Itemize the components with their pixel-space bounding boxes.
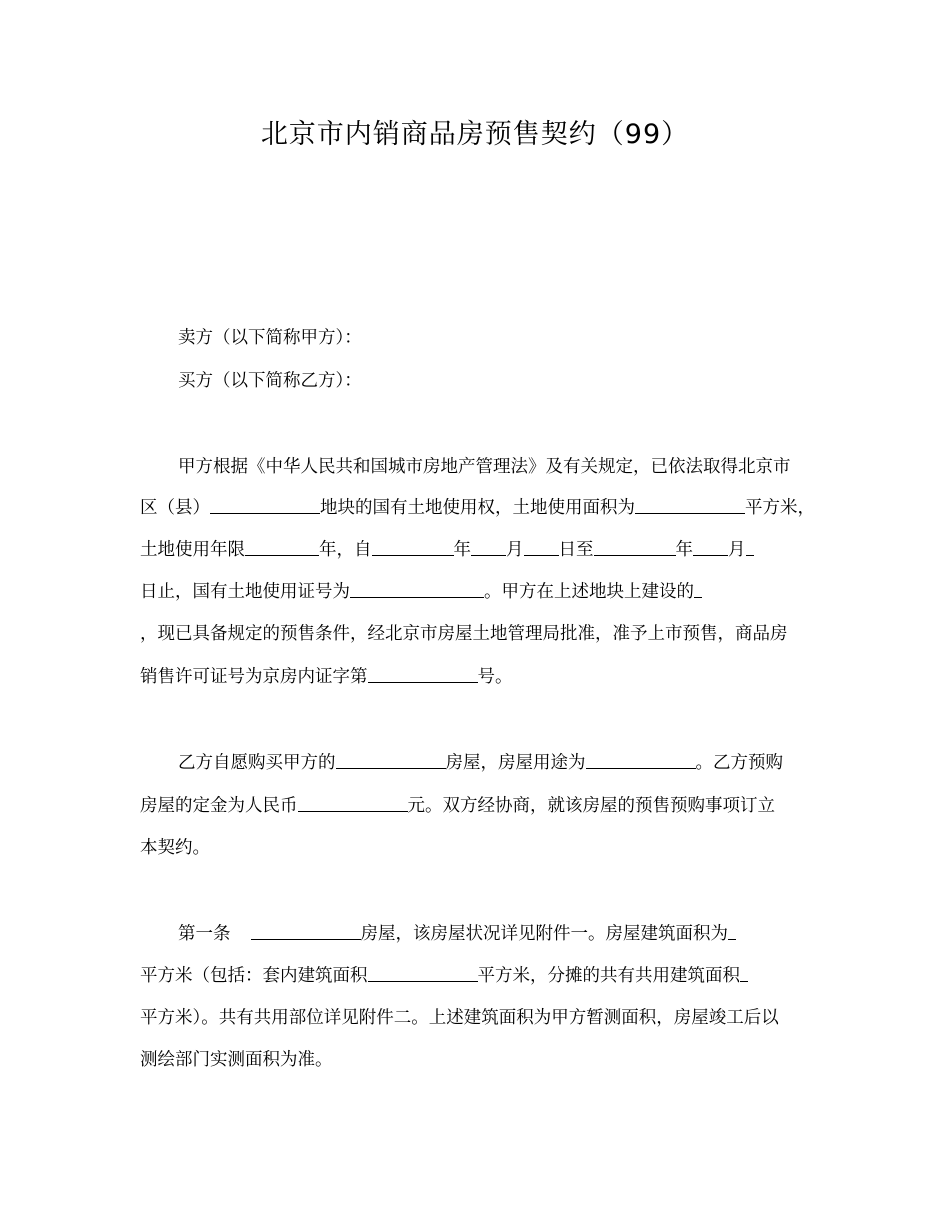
para1-line3 bbox=[140, 538, 754, 562]
article1-line3: 平方米）。共有共用部位详见附件二。上述建筑面积为甲方暂测面积，房屋竣工后以 bbox=[140, 1008, 779, 1028]
text: 销售许可证号为京房内证字第 bbox=[140, 667, 368, 687]
text: 地块的国有土地使用权，土地使用面积为 bbox=[320, 498, 635, 518]
text: 月 bbox=[506, 540, 524, 560]
text: 年 bbox=[675, 540, 693, 560]
blank-shared-area bbox=[740, 964, 748, 982]
text: 平方米，分摊的共有共用建筑面积 bbox=[477, 966, 740, 986]
para1-line5: ，现已具备规定的预售条件，经北京市房屋土地管理局批准，准予上市预售，商品房 bbox=[140, 624, 788, 644]
blank-house-location bbox=[251, 922, 361, 940]
blank-deposit bbox=[298, 794, 408, 812]
blank-land-cert-no bbox=[350, 580, 484, 598]
text: 日止，国有土地使用证号为 bbox=[140, 582, 350, 602]
blank-floor-area bbox=[728, 922, 736, 940]
document-title: 北京市内销商品房预售契约（99） bbox=[260, 119, 690, 150]
para2-line1 bbox=[178, 751, 783, 775]
blank-term-years bbox=[245, 538, 319, 556]
article1-line2 bbox=[140, 964, 748, 988]
blank-end-day bbox=[746, 538, 754, 556]
blank-land-area bbox=[635, 496, 745, 514]
article-number: 第一条 bbox=[178, 924, 231, 944]
text: 乙方自愿购买甲方的 bbox=[178, 753, 336, 773]
text: 平方米（包括：套内建筑面积 bbox=[140, 966, 368, 986]
seller-line: 卖方（以下简称甲方）： bbox=[178, 328, 362, 348]
para1-line4 bbox=[140, 580, 702, 604]
text: 年 bbox=[453, 540, 471, 560]
text: 土地使用年限 bbox=[140, 540, 245, 560]
text: 。乙方预购 bbox=[695, 753, 783, 773]
blank-project bbox=[694, 580, 702, 598]
text: 平方米， bbox=[745, 498, 815, 518]
blank-end-month bbox=[693, 538, 728, 556]
para1-line6 bbox=[140, 665, 513, 689]
article1-line4: 测绘部门实测面积为准。 bbox=[140, 1050, 333, 1070]
blank-district bbox=[210, 496, 320, 514]
text: 日至 bbox=[558, 540, 594, 560]
text: 房屋的定金为人民币 bbox=[140, 796, 298, 816]
blank-house bbox=[336, 751, 446, 769]
buyer-line: 买方（以下简称乙方）： bbox=[178, 371, 362, 391]
blank-start-day bbox=[524, 538, 559, 556]
text: 。甲方在上述地块上建设的 bbox=[484, 582, 694, 602]
blank-start-year bbox=[372, 538, 454, 556]
article1-line1 bbox=[178, 922, 736, 946]
blank-inner-area bbox=[368, 964, 478, 982]
text: 元。双方经协商，就该房屋的预售预购事项订立 bbox=[407, 796, 775, 816]
text: 房屋，该房屋状况详见附件一。房屋建筑面积为 bbox=[360, 924, 728, 944]
text: 月 bbox=[728, 540, 746, 560]
para2-line3: 本契约。 bbox=[140, 838, 210, 858]
para1-line1: 甲方根据《中华人民共和国城市房地产管理法》及有关规定，已依法取得北京市 bbox=[178, 457, 791, 477]
blank-start-month bbox=[471, 538, 506, 556]
text: 区（县） bbox=[140, 498, 210, 518]
blank-license-no bbox=[368, 665, 478, 683]
text: 年，自 bbox=[319, 540, 372, 560]
blank-end-year bbox=[594, 538, 676, 556]
para2-line2 bbox=[140, 794, 775, 818]
text: 房屋，房屋用途为 bbox=[445, 753, 586, 773]
para1-line2 bbox=[140, 496, 815, 520]
text: 号。 bbox=[477, 667, 513, 687]
blank-usage bbox=[586, 751, 696, 769]
